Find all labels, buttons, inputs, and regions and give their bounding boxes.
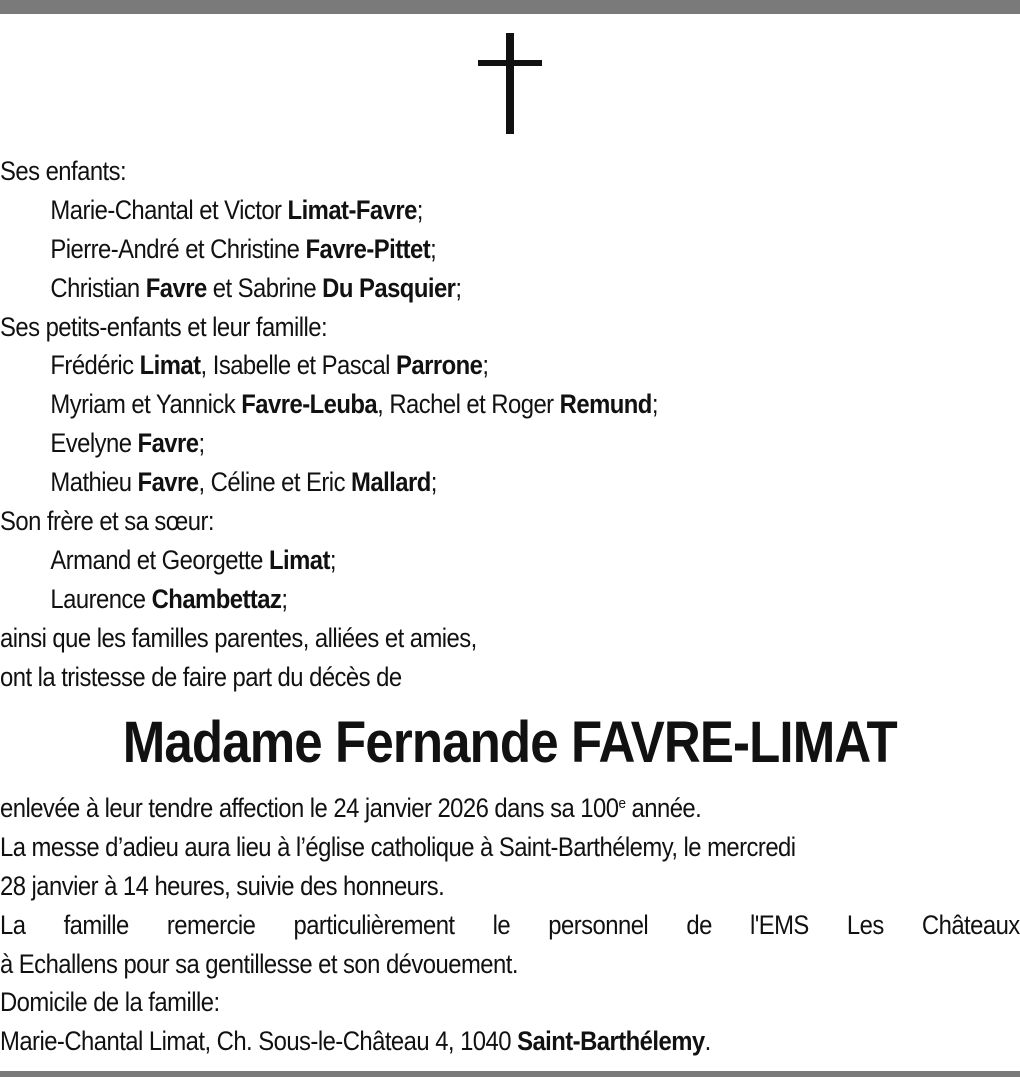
grandchild-entry: Frédéric Limat, Isabelle et Pascal Parrone; (50, 350, 489, 381)
cross-icon (478, 33, 542, 134)
child-entry: Christian Favre et Sabrine Du Pasquier; (50, 272, 462, 303)
top-rule (0, 0, 1020, 14)
grandchild-entry: Evelyne Favre; (50, 428, 205, 459)
thanks-line-2: à Echallens pour sa gentillesse et son dévouement. (0, 948, 518, 979)
siblings-label: Son frère et sa sœur: (0, 506, 215, 537)
grandchild-entry: Myriam et Yannick Favre-Leuba, Rachel et Roger Remund; (50, 389, 658, 420)
deceased-name (0, 708, 1020, 778)
mass-line-1: La messe d’adieu aura lieu à l’église catholique à Saint-Barthélemy, le mercredi (0, 831, 796, 862)
children-label: Ses enfants: (0, 156, 127, 186)
grandchild-entry: Mathieu Favre, Céline et Eric Mallard; (50, 467, 437, 498)
closing-line-1: ainsi que les familles parentes, alliées et amies, (0, 622, 477, 653)
grandchildren-label: Ses petits-enfants et leur famille: (0, 311, 328, 342)
details-block (0, 789, 1020, 1061)
domicile-address: Marie-Chantal Limat, Ch. Sous-le-Château 4, 1040 Saint-Barthélemy. (0, 1026, 711, 1057)
closing-line-2: ont la tristesse de faire part du décès de (0, 661, 402, 692)
domicile-label: Domicile de la famille: (0, 987, 220, 1018)
sibling-entry: Laurence Chambettaz; (50, 583, 288, 614)
family-list (0, 152, 1020, 696)
sibling-entry: Armand et Georgette Limat; (50, 544, 336, 575)
bottom-rule (0, 1071, 1020, 1077)
mass-line-2: 28 janvier à 14 heures, suivie des honneurs. (0, 870, 445, 901)
thanks-line-1: La famille remercie particulièrement le personnel de l'EMS Les Châteaux (0, 909, 1020, 940)
deceased-name-text: Madame Fernande FAVRE-LIMAT (122, 710, 898, 775)
child-entry: Marie-Chantal et Victor Limat-Favre; (50, 194, 423, 225)
child-entry: Pierre-André et Christine Favre-Pittet; (50, 233, 437, 264)
passing-line: enlevée à leur tendre affection le 24 janvier 2026 dans sa 100e année. (0, 793, 702, 823)
